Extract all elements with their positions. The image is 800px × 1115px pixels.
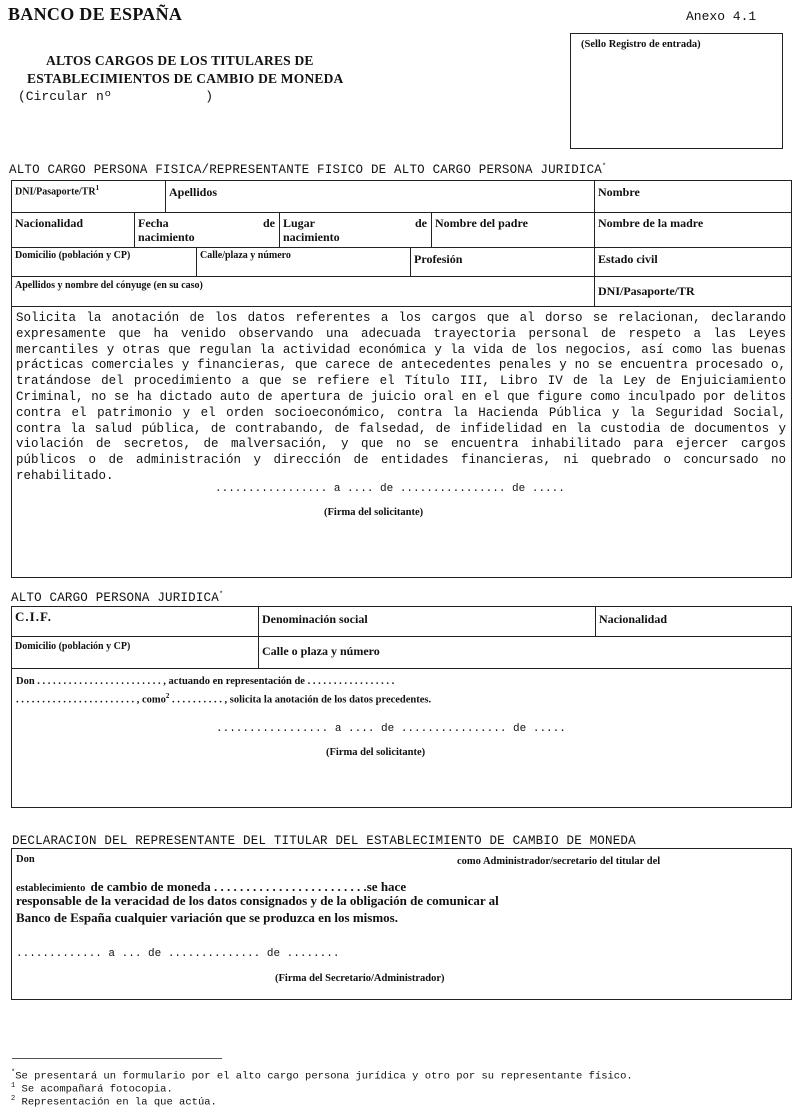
registry-stamp-label: (Sello Registro de entrada) xyxy=(581,39,701,50)
domicilio-field[interactable]: Domicilio (población y CP) xyxy=(15,250,131,261)
section1-declaration-text: Solicita la anotación de los datos referentes a los cargos que al dorso se relacionan, declarando expresamente que ha venido observando una adecuada trayectoria personal de respeto a las Leyes mercantiles y otras que regulan la actividad económica y la vida de los negocios, así como las buenas prácticas comerciales y financieras, que carece de antecedentes penales y no se encuentra procesado o, tratándose del procedimiento a que se refiere el Título III, Libro IV de la Ley de Enjuiciamiento Criminal, no se ha dictado auto de apertura de juicio oral en el que figure como inculpado por delitos contra el patrimonio y el orden socioeconómico, contra la Hacienda Pública y la Seguridad Social, contra la salud pública, de contrabando, de falsedad, de infidelidad en la custodia de documentos y violación de secretos, de malversación, y que no se encuentra inhabilitado para ejercer cargos públicos o de administración y dirección de entidades financieras, ni quebrado o concursado no rehabilitado. xyxy=(16,311,786,483)
section2-como-line[interactable]: . . . . . . . . . . . . . . . . . . . . . . . , como$^2$ . . . . . . . . . . , solicita la anotación de los datos precedentes. xyxy=(16,692,432,706)
section3-date-line[interactable]: ............. a ... de .............. de ........ xyxy=(16,948,340,960)
conyuge-field[interactable]: Apellidos y nombre del cónyuge (en su caso) xyxy=(15,280,203,291)
denominacion-field[interactable]: Denominación social xyxy=(262,612,368,626)
registry-stamp-box xyxy=(570,33,783,149)
section2-title: ALTO CARGO PERSONA JURIDICA* xyxy=(11,591,224,606)
bank-name: BANCO DE ESPAÑA xyxy=(8,4,183,24)
section3-signature-label: (Firma del Secretario/Administrador) xyxy=(275,973,445,984)
form-title-line1: ALTOS CARGOS DE LOS TITULARES DE xyxy=(46,53,314,68)
footnote-star: *Se presentará un formulario por el alto cargo persona jurídica y otro por su representante físico. xyxy=(11,1069,633,1083)
section2-date-line[interactable]: ................. a .... de ................ de ..... xyxy=(216,723,566,735)
section2-signature-label: (Firma del solicitante) xyxy=(326,747,426,758)
nacionalidad-juridica-field[interactable]: Nacionalidad xyxy=(599,612,668,626)
footnote-1: $^1$ Se acompañará fotocopia. xyxy=(11,1082,173,1096)
footnote-2: $^2$ Representación en la que actúa. xyxy=(11,1095,217,1109)
profesion-field[interactable]: Profesión xyxy=(414,252,463,266)
annex-label: Anexo 4.1 xyxy=(686,9,757,24)
section3-responsibility-line2: responsable de la veracidad de los datos consignados y de la obligación de comunicar al xyxy=(16,893,499,908)
nombre-padre-field[interactable]: Nombre del padre xyxy=(435,216,528,230)
domicilio-juridica-field[interactable]: Domicilio (población y CP) xyxy=(15,641,131,652)
section1-signature-label: (Firma del solicitante) xyxy=(324,507,424,518)
calle-field[interactable]: Calle/plaza y número xyxy=(200,250,291,261)
apellidos-field[interactable]: Apellidos xyxy=(169,185,218,199)
dni-field[interactable]: DNI/$Pasaporte/TR^1$ xyxy=(15,184,100,198)
calle-juridica-field[interactable]: Calle o plaza y número xyxy=(262,644,380,658)
cif-field[interactable]: C.I.F. xyxy=(15,609,52,624)
nombre-field[interactable]: Nombre xyxy=(598,185,640,199)
section1-title: ALTO CARGO PERSONA FISICA/REPRESENTANTE FISICO DE ALTO CARGO PERSONA JURIDICA* xyxy=(9,163,607,178)
fecha-nacimiento-field[interactable]: Fecha de nacimiento xyxy=(138,216,275,244)
section1-date-line[interactable]: ................. a .... de ................ de ..... xyxy=(215,483,565,495)
section3-responsibility-line3: Banco de España cualquier variación que se produzca en los mismos. xyxy=(16,910,398,925)
section3-title: DECLARACION DEL REPRESENTANTE DEL TITULAR DEL ESTABLECIMIENTO DE CAMBIO DE MONEDA xyxy=(12,834,636,848)
section3-don-label[interactable]: Don xyxy=(16,854,35,865)
lugar-nacimiento-field[interactable]: Lugar de nacimiento xyxy=(283,216,427,244)
section3-establecimiento-line: establecimiento de cambio de moneda . . . . . . . . . . . . . . . . . . . . . . . .se hace xyxy=(16,879,407,894)
estado-civil-field[interactable]: Estado civil xyxy=(598,252,658,266)
nacionalidad-field[interactable]: Nacionalidad xyxy=(15,216,84,230)
form-title-line2: ESTABLECIMIENTOS DE CAMBIO DE MONEDA xyxy=(27,71,344,86)
section3-como-label: como Administrador/secretario del titular del xyxy=(457,856,661,867)
dni-conyuge-field[interactable]: DNI/Pasaporte/TR xyxy=(598,284,695,298)
circular-number: (Circular nº ) xyxy=(18,89,214,104)
section2-don-line[interactable]: Don . . . . . . . . . . . . . . . . . . . . . . . . , actuando en representación de . . . . . . . . . . . . . . . . . xyxy=(16,676,395,687)
nombre-madre-field[interactable]: Nombre de la madre xyxy=(598,216,704,230)
